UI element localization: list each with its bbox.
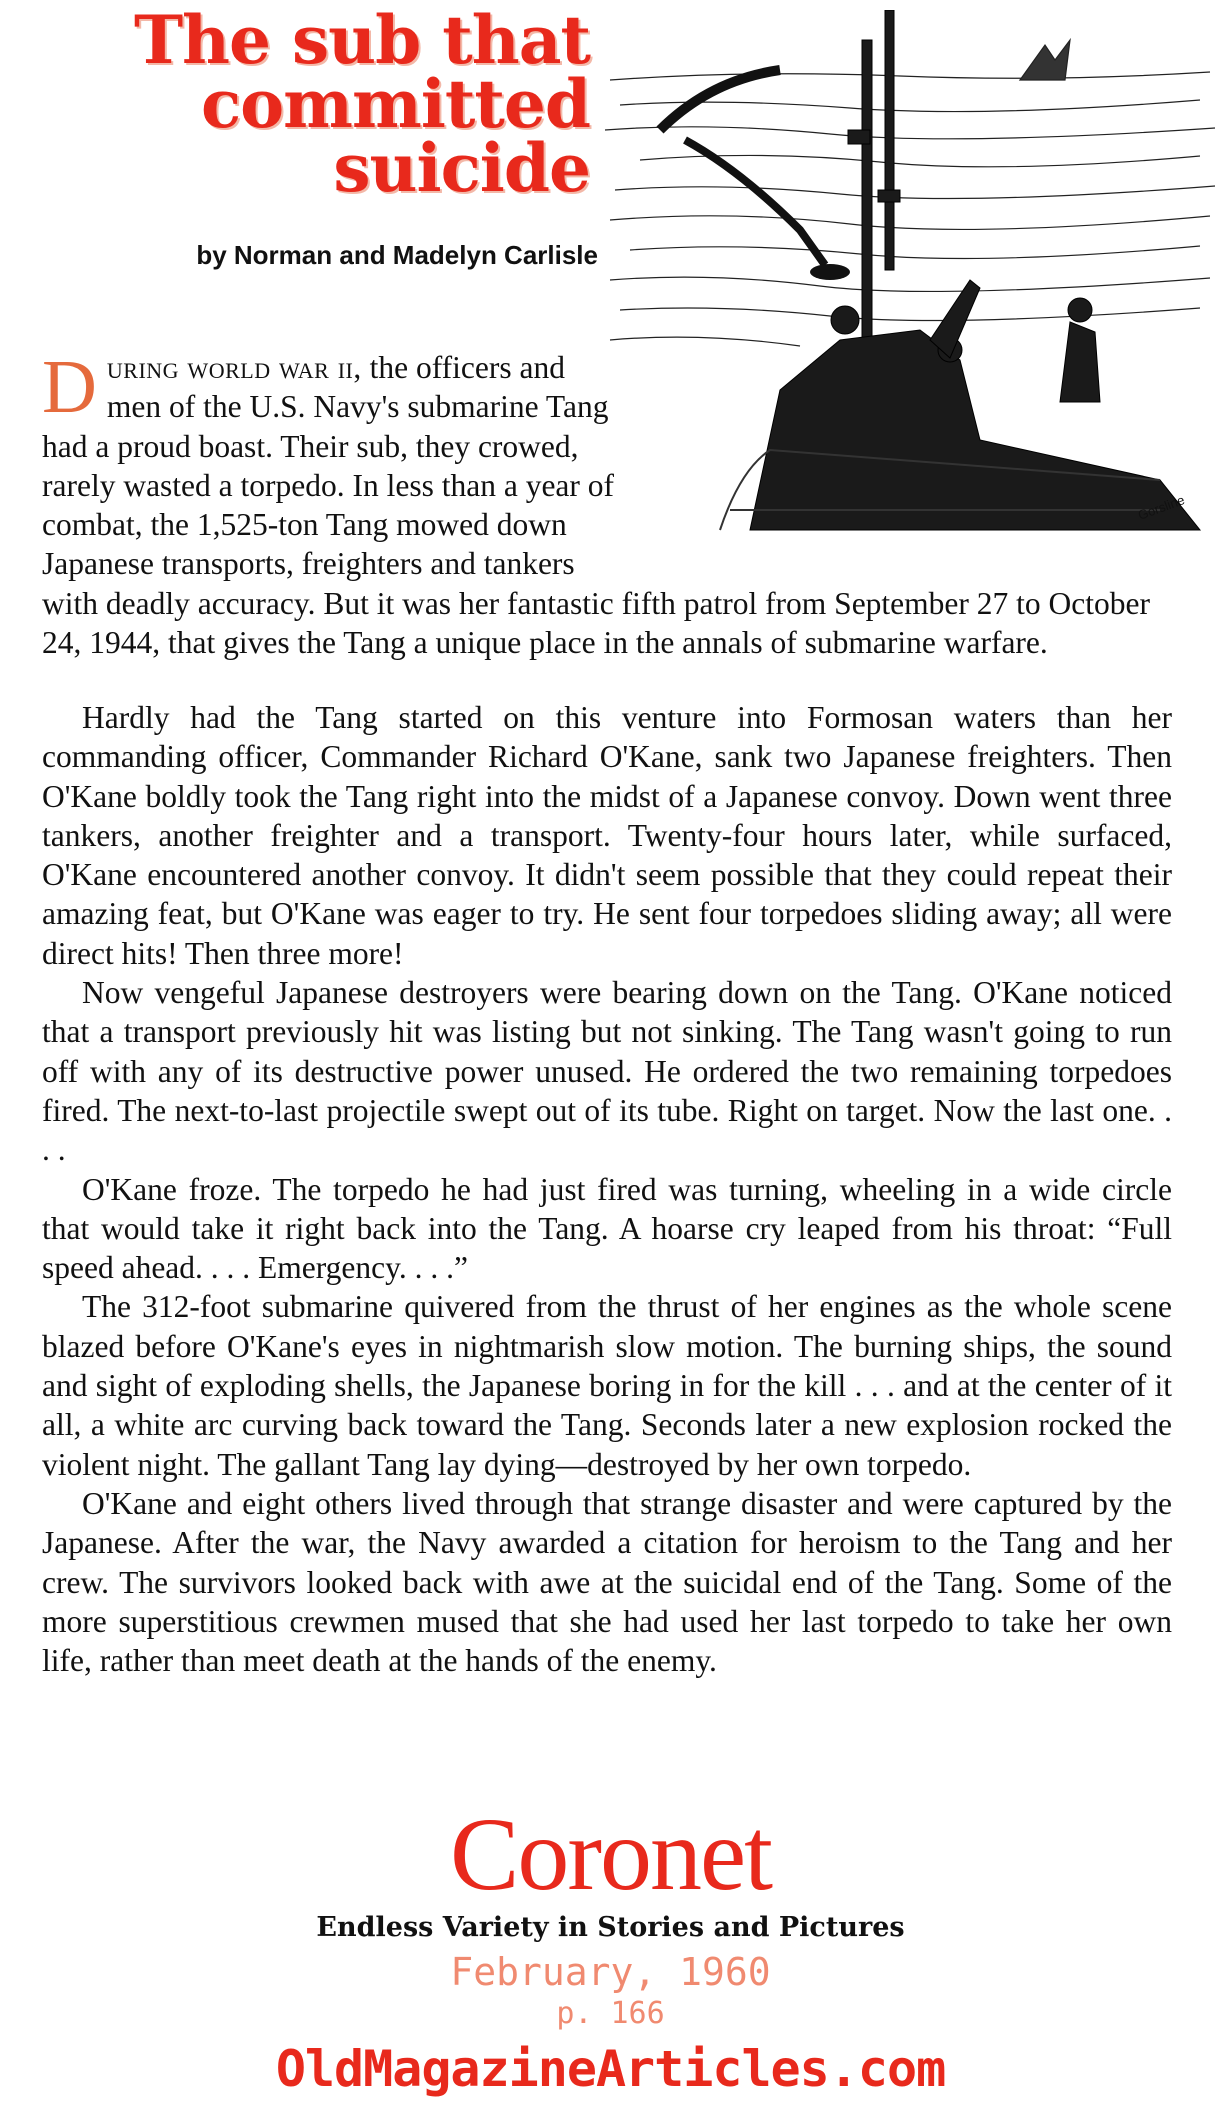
site-link[interactable]: OldMagazineArticles.com [275, 2040, 946, 2098]
magazine-logo: Coronet [449, 1797, 772, 1912]
issue-date: February, 1960 [450, 1950, 771, 1994]
magazine-tagline: Endless Variety in Stories and Pictures [316, 1912, 905, 1943]
title-line-1: The sub that [133, 1, 590, 79]
drop-cap: D [42, 345, 97, 429]
illustration-spacer [622, 348, 1172, 548]
paragraph-3: Now vengeful Japanese destroyers were bearing down on the Tang. O'Kane noticed that a transport previously hit was listing but not sinking. The Tang wasn't going to run off with any of its destructive power unused. He ordered the two remaining torpedoes fired. The next-to-last projectile swept out of its tube. Right on target. Now the last one. . . . [42, 975, 1172, 1168]
page-number: p. 166 [556, 1996, 665, 2031]
paragraph-5: The 312-foot submarine quivered from the thrust of her engines as the whole scene blazed before O'Kane's eyes in nightmarish slow motion. The burning ships, the sound and sight of exploding shells, the Japanese boring in for the kill . . . and at the center of it all, a white arc curving back toward the Tang. Seconds later a new explosion rocked the violent night. The gallant Tang lay dying—destroyed by her own torpedo. [42, 1289, 1172, 1482]
paragraph-6: O'Kane and eight others lived through that strange disaster and were captured by the Japanese. After the war, the Navy awarded a citation for heroism to the Tang and her crew. The survivors looked back with awe at the suicidal end of the Tang. Some of the more superstitious crewmen mused that she had used her last torpedo to take her own life, rather than meet death at the hands of the enemy. [42, 1485, 1172, 1679]
paragraph-2: Hardly had the Tang started on this venture into Formosan waters than her commanding officer, Commander Richard O'Kane, sank two Japanese freighters. Then O'Kane boldly took the Tang right into the midst of a Japanese convoy. Down went three tankers, another freighter and a transport. Twenty-four hours later, while surfaced, O'Kane encountered another convoy. It didn't seem possible that they could repeat their amazing feat, but O'Kane was eager to try. He sent four torpedoes sliding away; all were direct hits! Then three more! [42, 700, 1172, 971]
lead-smallcaps: uring world war ii, [106, 350, 362, 385]
paragraph-1-text: the officers and men of the U.S. Navy's submarine Tang had a proud boast. Their sub, they crowed, rarely wasted a torpedo. In less than a year of combat, the 1,525-ton Tang mowed down Japanese transports, freighters and tankers with deadly accuracy. But it was her fantastic fifth patrol from September 27 to October 24, 1944, that gives the Tang a unique place in the annals of submarine warfare. [42, 350, 1150, 661]
article-title [30, 1, 590, 207]
title-line-2: committed [200, 65, 590, 143]
title-line-3: suicide [333, 129, 590, 207]
byline: by Norman and Madelyn Carlisle [196, 240, 598, 270]
paragraph-1 [42, 345, 1172, 662]
article-body [42, 698, 1172, 1680]
paragraph-4: O'Kane froze. The torpedo he had just fired was turning, wheeling in a wide circle that would take it right back into the Tang. A hoarse cry leaped from his throat: “Full speed ahead. . . . Emergency. . . .” [42, 1171, 1172, 1286]
illustration-signature: Gorsline [1135, 492, 1187, 523]
